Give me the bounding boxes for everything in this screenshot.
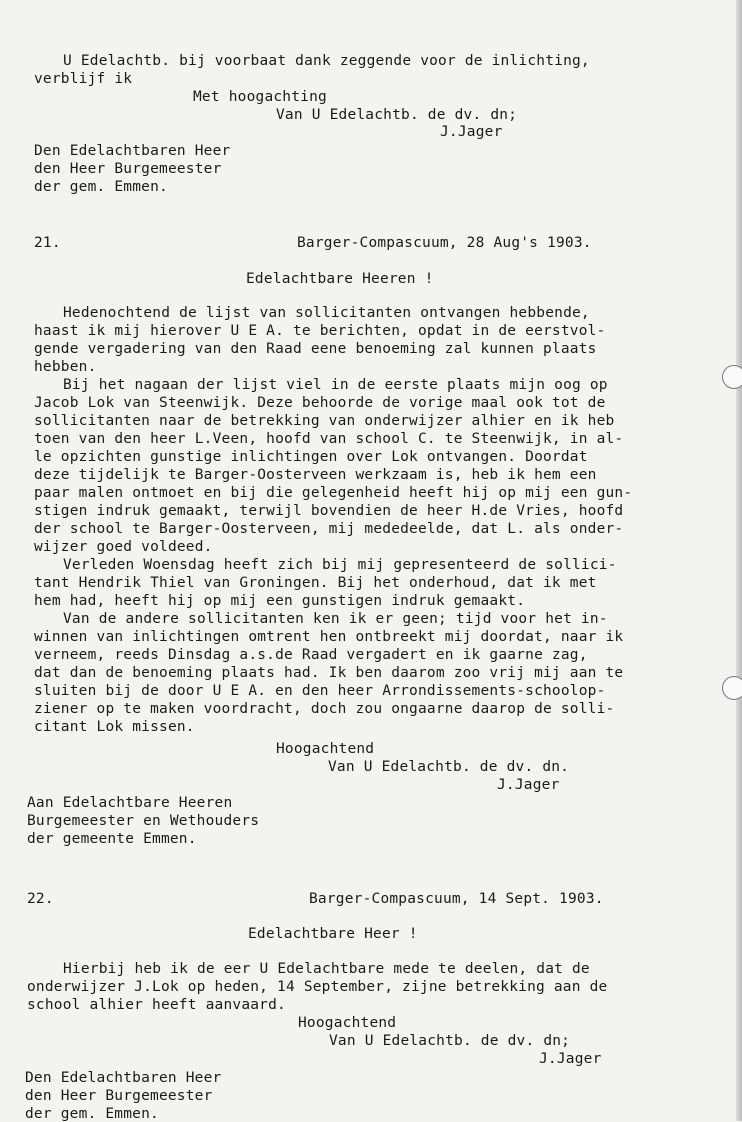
body-line: Bij het nagaan der lijst viel in de eerste plaats mijn oog op — [63, 377, 608, 393]
body-line: winnen van inlichtingen omtrent hen ontbreekt mij doordat, naar ik — [34, 629, 624, 645]
addressee-line: Burgemeester en Wethouders — [27, 813, 260, 829]
body-line: paar malen ontmoet en bij die gelegenheid heeft hij op mij een gun- — [34, 485, 633, 501]
signoff: Van U Edelachtb. de dv. dn; — [276, 107, 518, 123]
addressee-line: der gem. Emmen. — [25, 1106, 159, 1122]
signature: J.Jager — [497, 777, 560, 793]
signoff: Van U Edelachtb. de dv. dn. — [328, 759, 570, 775]
signoff: Van U Edelachtb. de dv. dn; — [329, 1033, 571, 1049]
body-line: school alhier heeft aanvaard. — [27, 997, 286, 1013]
body-line: ziener op te maken voordracht, doch zou ongaarne daarop de solli- — [34, 701, 615, 717]
body-line: Van de andere sollicitanten ken ik er geen; tijd voor het in- — [63, 611, 608, 627]
body-line: Hierbij heb ik de eer U Edelachtbare mede te deelen, dat de — [63, 961, 590, 977]
body-line: haast ik mij hierover U E A. te berichten, opdat in de eerstvol- — [34, 323, 606, 339]
addressee-line: den Heer Burgemeester — [34, 161, 222, 177]
body-line: deze tijdelijk te Barger-Oosterveen werkzaam is, heb ik hem een — [34, 467, 597, 483]
body-line: tant Hendrik Thiel van Groningen. Bij het onderhoud, dat ik met — [34, 575, 597, 591]
greeting: Hoogachtend — [276, 741, 375, 757]
body-line: toen van den heer L.Veen, hoofd van school C. te Steenwijk, in al- — [34, 431, 624, 447]
body-line: onderwijzer J.Lok op heden, 14 September, zijne betrekking aan de — [27, 979, 608, 995]
addressee-line: der gemeente Emmen. — [27, 831, 197, 847]
addressee-line: der gem. Emmen. — [34, 179, 168, 195]
place-date: Barger-Compascuum, 14 Sept. 1903. — [309, 891, 604, 907]
punch-hole — [722, 365, 742, 389]
body-line: Hedenochtend de lijst van sollicitanten ontvangen hebbende, — [63, 305, 590, 321]
signature: J.Jager — [440, 124, 503, 140]
place-date: Barger-Compascuum, 28 Aug's 1903. — [297, 235, 592, 251]
addressee-line: den Heer Burgemeester — [25, 1088, 213, 1104]
closing-line: verblijf ik — [34, 71, 133, 87]
body-line: der school te Barger-Oosterveen, mij mededeelde, dat L. als onder- — [34, 521, 624, 537]
body-line: wijzer goed voldeed. — [34, 539, 213, 555]
addressee-line: Den Edelachtbaren Heer — [25, 1070, 222, 1086]
body-line: verneem, reeds Dinsdag a.s.de Raad vergadert en ik gaarne zag, — [34, 647, 588, 663]
page-edge-shadow — [736, 0, 742, 1121]
body-line: Verleden Woensdag heeft zich bij mij gepresenteerd de sollici- — [63, 557, 617, 573]
salutation: Edelachtbare Heer ! — [248, 926, 418, 942]
salutation: Edelachtbare Heeren ! — [246, 271, 434, 287]
letter-number: 22. — [27, 891, 54, 907]
body-line: gende vergadering van den Raad eene benoeming zal kunnen plaats — [34, 341, 597, 357]
addressee-line: Den Edelachtbaren Heer — [34, 143, 231, 159]
signature: J.Jager — [539, 1051, 602, 1067]
body-line: le opzichten gunstige inlichtingen over Lok ontvangen. Doordat — [34, 449, 588, 465]
body-line: stigen indruk gemaakt, terwijl bovendien de heer H.de Vries, hoofd — [34, 503, 624, 519]
body-line: dat dan de benoeming plaats had. Ik ben daarom zoo vrij mij aan te — [34, 665, 624, 681]
body-line: citant Lok missen. — [34, 719, 195, 735]
closing-line: U Edelachtb. bij voorbaat dank zeggende voor de inlichting, — [63, 53, 590, 69]
punch-hole — [722, 676, 742, 700]
letter-number: 21. — [34, 235, 61, 251]
body-line: hem had, heeft hij op mij een gunstigen indruk gemaakt. — [34, 593, 526, 609]
addressee-line: Aan Edelachtbare Heeren — [27, 795, 233, 811]
body-line: hebben. — [34, 359, 97, 375]
greeting: Met hoogachting — [193, 89, 327, 105]
body-line: sluiten bij de door U E A. en den heer Arrondissements-schoolop- — [34, 683, 606, 699]
body-line: sollicitanten naar de betrekking van onderwijzer alhier en ik heb — [34, 413, 615, 429]
greeting: Hoogachtend — [298, 1015, 397, 1031]
body-line: Jacob Lok van Steenwijk. Deze behoorde de vorige maal ook tot de — [34, 395, 606, 411]
